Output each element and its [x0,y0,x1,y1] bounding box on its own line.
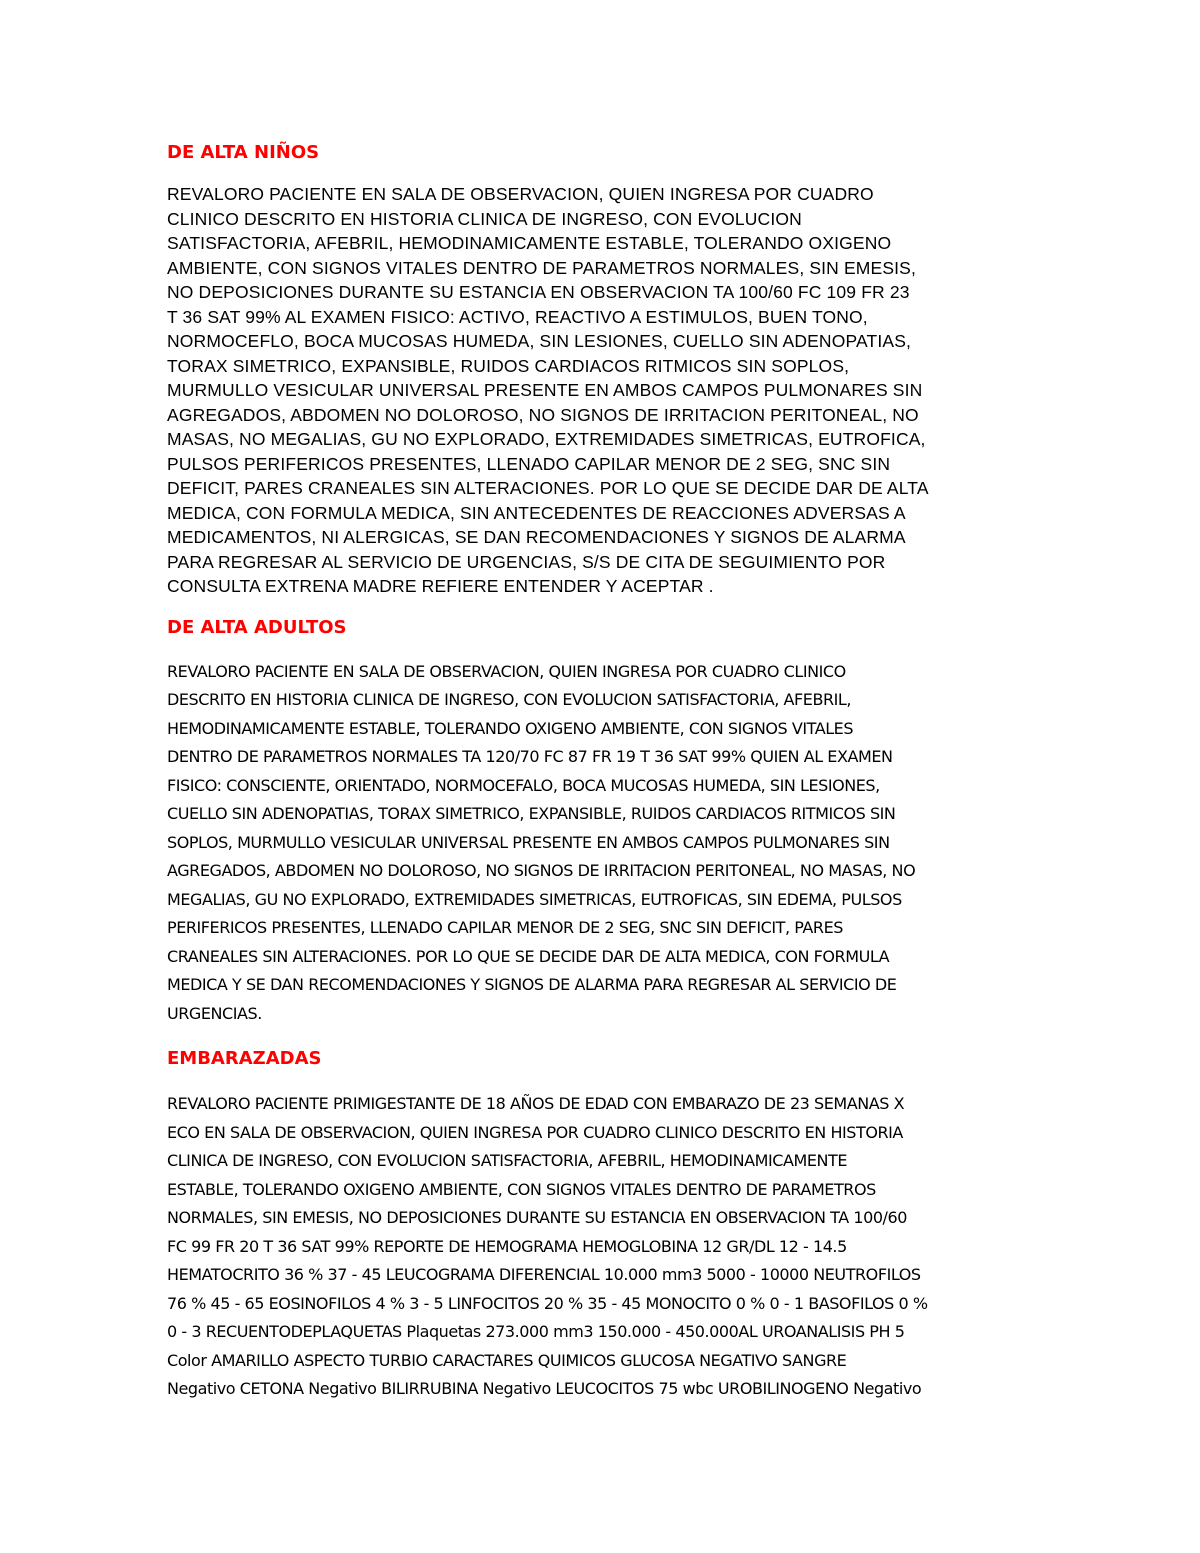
document-content [167,138,1037,1404]
section-body-alta-ninos: REVALORO PACIENTE EN SALA DE OBSERVACION, QUIEN INGRESA POR CUADRO CLINICO DESCRITO EN HISTORIA CLINICA DE INGRESO, CON EVOLUCION SATISFACTORIA, AFEBRIL, HEMODINAMICAMENTE ESTABLE, TOLERANDO OXIGENO AMBIENTE, CON SIGNOS VITALES DENTRO DE PARAMETROS NORMALES, SIN EMESIS, NO DEPOSICIONES DURANTE SU ESTANCIA EN OBSERVACION TA 100/60 FC 109 FR 23 T 36 SAT 99% AL EXAMEN FISICO: ACTIVO, REACTIVO A ESTIMULOS, BUEN TONO, NORMOCEFLO, BOCA MUCOSAS HUMEDA, SIN LESIONES, CUELLO SIN ADENOPATIAS, TORAX SIMETRICO, EXPANSIBLE, RUIDOS CARDIACOS RITMICOS SIN SOPLOS, MURMULLO VESICULAR UNIVERSAL PRESENTE EN AMBOS CAMPOS PULMONARES SIN AGREGADOS, ABDOMEN NO DOLOROSO, NO SIGNOS DE IRRITACION PERITONEAL, NO MASAS, NO MEGALIAS, GU NO EXPLORADO, EXTREMIDADES SIMETRICAS, EUTROFICA, PULSOS PERIFERICOS PRESENTES, LLENADO CAPILAR MENOR DE 2 SEG, SNC SIN DEFICIT, PARES CRANEALES SIN ALTERACIONES. POR LO QUE SE DECIDE DAR DE ALTA MEDICA, CON FORMULA MEDICA, SIN ANTECEDENTES DE REACCIONES ADVERSAS A MEDICAMENTOS, NI ALERGICAS, SE DAN RECOMENDACIONES Y SIGNOS DE ALARMA PARA REGRESAR AL SERVICIO DE URGENCIAS, S/S DE CITA DE SEGUIMIENTO POR CONSULTA EXTRENA MADRE REFIERE ENTENDER Y ACEPTAR . [167,184,929,596]
section-body-alta-adultos: REVALORO PACIENTE EN SALA DE OBSERVACION, QUIEN INGRESA POR CUADRO CLINICO DESCRITO EN HISTORIA CLINICA DE INGRESO, CON EVOLUCION SATISFACTORIA, AFEBRIL, HEMODINAMICAMENTE ESTABLE, TOLERANDO OXIGENO AMBIENTE, CON SIGNOS VITALES DENTRO DE PARAMETROS NORMALES TA 120/70 FC 87 FR 19 T 36 SAT 99% QUIEN AL EXAMEN FISICO: CONSCIENTE, ORIENTADO, NORMOCEFALO, BOCA MUCOSAS HUMEDA, SIN LESIONES, CUELLO SIN ADENOPATIAS, TORAX SIMETRICO, EXPANSIBLE, RUIDOS CARDIACOS RITMICOS SIN SOPLOS, MURMULLO VESICULAR UNIVERSAL PRESENTE EN AMBOS CAMPOS PULMONARES SIN AGREGADOS, ABDOMEN NO DOLOROSO, NO SIGNOS DE IRRITACION PERITONEAL, NO MASAS, NO MEGALIAS, GU NO EXPLORADO, EXTREMIDADES SIMETRICAS, EUTROFICAS, SIN EDEMA, PULSOS PERIFERICOS PRESENTES, LLENADO CAPILAR MENOR DE 2 SEG, SNC SIN DEFICIT, PARES CRANEALES SIN ALTERACIONES. POR LO QUE SE DECIDE DAR DE ALTA MEDICA, CON FORMULA MEDICA Y SE DAN RECOMENDACIONES Y SIGNOS DE ALARMA PARA REGRESAR AL SERVICIO DE URGENCIAS. [167,661,916,1023]
section-body-embarazadas: REVALORO PACIENTE PRIMIGESTANTE DE 18 AÑOS DE EDAD CON EMBARAZO DE 23 SEMANAS X ECO EN SALA DE OBSERVACION, QUIEN INGRESA POR CUADRO CLINICO DESCRITO EN HISTORIA CLINICA DE INGRESO, CON EVOLUCION SATISFACTORIA, AFEBRIL, HEMODINAMICAMENTE ESTABLE, TOLERANDO OXIGENO AMBIENTE, CON SIGNOS VITALES DENTRO DE PARAMETROS NORMALES, SIN EMESIS, NO DEPOSICIONES DURANTE SU ESTANCIA EN OBSERVACION TA 100/60 FC 99 FR 20 T 36 SAT 99% REPORTE DE HEMOGRAMA HEMOGLOBINA 12 GR/DL 12 - 14.5 HEMATOCRITO 36 % 37 - 45 LEUCOGRAMA DIFERENCIAL 10.000 mm3 5000 - 10000 NEUTROFILOS 76 % 45 - 65 EOSINOFILOS 4 % 3 - 5 LINFOCITOS 20 % 35 - 45 MONOCITO 0 % 0 - 1 BASOFILOS 0 % 0 - 3 RECUENTODEPLAQUETAS Plaquetas 273.000 mm3 150.000 - 450.000AL UROANALISIS PH 5 Color AMARILLO ASPECTO TURBIO CARACTARES QUIMICOS GLUCOSA NEGATIVO SANGRE Negativo CETONA Negativo BILIRRUBINA Negativo LEUCOCITOS 75 wbc UROBILINOGENO Negativo [167,1094,928,1398]
section-heading-alta-adultos: DE ALTA ADULTOS [167,616,347,638]
section-heading-alta-ninos: DE ALTA NIÑOS [167,142,320,163]
section-heading-embarazadas: EMBARAZADAS [167,1048,322,1069]
